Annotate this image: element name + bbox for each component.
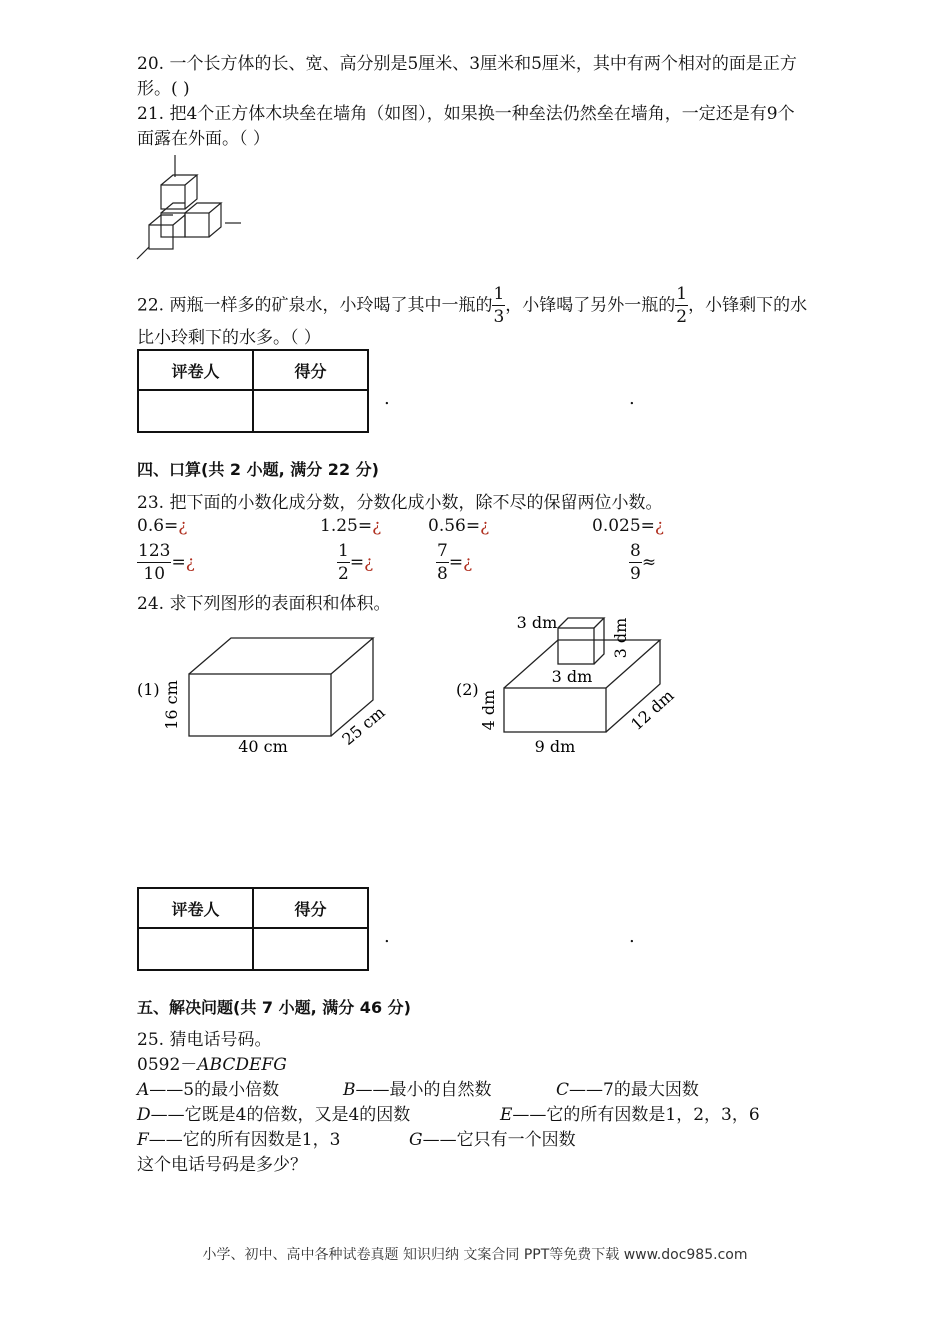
score-table — [137, 349, 369, 433]
fraction-one-half — [675, 286, 688, 326]
fig1-length-label: 40 cm — [238, 737, 288, 756]
q25-title: 25. 猜电话号码。 — [137, 1030, 272, 1050]
clue-text: ——它既是4的倍数，又是4的因数 — [150, 1105, 411, 1125]
fraction-numerator: 1 — [338, 541, 349, 561]
fig1-label: (1) — [137, 680, 160, 699]
decimal-expr: 1.25= — [320, 516, 373, 536]
clue-letter: B — [343, 1080, 356, 1100]
decimal-item — [592, 516, 664, 536]
fraction-denominator: 2 — [338, 564, 349, 584]
section-heading: 五、解决问题(共 7 小题, 满分 46 分) — [137, 998, 411, 1017]
fig2-top-width-label: 3 dm — [516, 613, 558, 632]
q22-line2: 比小玲剩下的水多。（ ） — [137, 328, 321, 348]
cuboid-figure-1 — [135, 630, 395, 765]
decimal-item — [428, 516, 489, 536]
fig2-height-label: 4 dm — [479, 689, 498, 731]
answer-blank[interactable]: ¿ — [463, 552, 473, 573]
phone-prefix: 0592－ — [137, 1055, 198, 1075]
dot-marker: . — [384, 388, 390, 409]
clue-item — [500, 1103, 760, 1127]
clue-item — [137, 1128, 340, 1152]
fraction-item — [629, 543, 656, 583]
fraction-denominator: 9 — [630, 564, 641, 584]
fraction-numerator: 7 — [437, 541, 448, 561]
q20-line2: 形。( ) — [137, 79, 190, 99]
answer-blank[interactable]: ¿ — [185, 552, 195, 573]
grader-cell[interactable] — [138, 390, 253, 432]
decimal-expr: 0.025= — [592, 516, 655, 536]
phone-letters: ABCDEFG — [197, 1055, 287, 1075]
q22-part2: ，小锋喝了另外一瓶的 — [505, 295, 676, 316]
clue-letter: A — [137, 1080, 150, 1100]
answer-blank[interactable]: ¿ — [654, 516, 665, 536]
clue-text: ——最小的自然数 — [355, 1080, 492, 1100]
fraction-one-third — [492, 286, 505, 326]
q25-question: 这个电话号码是多少？ — [137, 1155, 307, 1175]
page-footer: 小学、初中、高中各种试卷真题 知识归纳 文案合同 PPT等免费下载 www.doc985.com — [202, 1247, 748, 1263]
clue-letter: C — [556, 1080, 570, 1100]
decimal-expr: 0.6= — [137, 516, 179, 536]
decimal-item — [137, 516, 187, 536]
q20-line1: 20. 一个长方体的长、宽、高分别是5厘米、3厘米和5厘米，其中有两个相对的面是正方 — [137, 54, 797, 74]
clue-letter: F — [137, 1130, 149, 1150]
score-header: 得分 — [253, 888, 368, 928]
fig2-depth-label: 12 dm — [627, 685, 678, 734]
cube-stack-figure — [135, 155, 250, 265]
fig2-label: (2) — [456, 680, 479, 699]
q23-intro: 23. 把下面的小数化成分数，分数化成小数，除不尽的保留两位小数。 — [137, 493, 663, 513]
fig2-top-front-label: 3 dm — [551, 667, 593, 686]
clue-text: ——7的最大因数 — [569, 1080, 699, 1100]
clue-item — [343, 1078, 492, 1102]
q22-part3: ，小锋剩下的水 — [688, 295, 808, 316]
answer-blank[interactable]: ¿ — [372, 516, 382, 536]
grader-header: 评卷人 — [138, 350, 253, 390]
score-cell[interactable] — [253, 390, 368, 432]
q24-intro: 24. 求下列图形的表面积和体积。 — [137, 594, 391, 614]
clue-letter: E — [500, 1105, 513, 1125]
fraction-item — [436, 543, 472, 583]
clue-item — [409, 1128, 576, 1152]
dot-marker: . — [384, 926, 390, 947]
dot-marker: . — [629, 388, 635, 409]
score-header: 得分 — [253, 350, 368, 390]
fig1-height-label: 16 cm — [162, 680, 181, 730]
fraction-numerator: 8 — [630, 541, 641, 561]
q25-phone — [137, 1053, 287, 1077]
q22-line1 — [137, 286, 807, 326]
fig2-top-height-label: 3 dm — [611, 617, 630, 659]
score-cell[interactable] — [253, 928, 368, 970]
fraction-operator: = — [171, 552, 186, 573]
clue-letter: G — [409, 1130, 423, 1150]
clue-text: ——它的所有因数是1，2，3，6 — [512, 1105, 760, 1125]
clue-item — [137, 1078, 279, 1102]
dot-marker: . — [629, 926, 635, 947]
clue-item — [137, 1103, 410, 1127]
clue-text: ——5的最小倍数 — [149, 1080, 280, 1100]
fraction-denominator: 3 — [493, 307, 505, 327]
grader-header: 评卷人 — [138, 888, 253, 928]
fraction-denominator: 8 — [437, 564, 448, 584]
section-heading: 四、口算(共 2 小题, 满分 22 分) — [137, 460, 379, 479]
fraction-numerator: 123 — [138, 541, 171, 561]
grader-cell[interactable] — [138, 928, 253, 970]
answer-blank[interactable]: ¿ — [480, 516, 490, 536]
q21-line1: 21. 把4个正方体木块垒在墙角（如图），如果换一种垒法仍然垒在墙角，一定还是有9个 — [137, 104, 795, 124]
decimal-expr: 0.56= — [428, 516, 481, 536]
fraction-numerator: 1 — [676, 284, 688, 304]
q22-part1: 22. 两瓶一样多的矿泉水，小玲喝了其中一瓶的 — [137, 295, 493, 316]
clue-letter: D — [137, 1105, 151, 1125]
clue-text: ——它的所有因数是1，3 — [148, 1130, 341, 1150]
fig1-depth-label: 25 cm — [338, 702, 389, 749]
fraction-item — [337, 543, 373, 583]
fraction-numerator: 1 — [493, 284, 505, 304]
fraction-item — [137, 543, 195, 583]
fraction-operator: ≈ — [641, 552, 657, 573]
answer-blank[interactable]: ¿ — [364, 552, 374, 573]
answer-blank[interactable]: ¿ — [178, 516, 188, 536]
cuboid-figure-2 — [452, 606, 692, 766]
score-table — [137, 887, 369, 971]
clue-text: ——它只有一个因数 — [422, 1130, 576, 1150]
q21-line2: 面露在外面。（ ） — [137, 129, 270, 149]
decimal-item — [320, 516, 381, 536]
clue-item — [556, 1078, 699, 1102]
fraction-denominator: 10 — [143, 564, 166, 584]
fraction-denominator: 2 — [676, 307, 688, 327]
fig2-length-label: 9 dm — [534, 737, 576, 756]
fraction-operator: = — [448, 552, 464, 573]
fraction-operator: = — [349, 552, 365, 573]
